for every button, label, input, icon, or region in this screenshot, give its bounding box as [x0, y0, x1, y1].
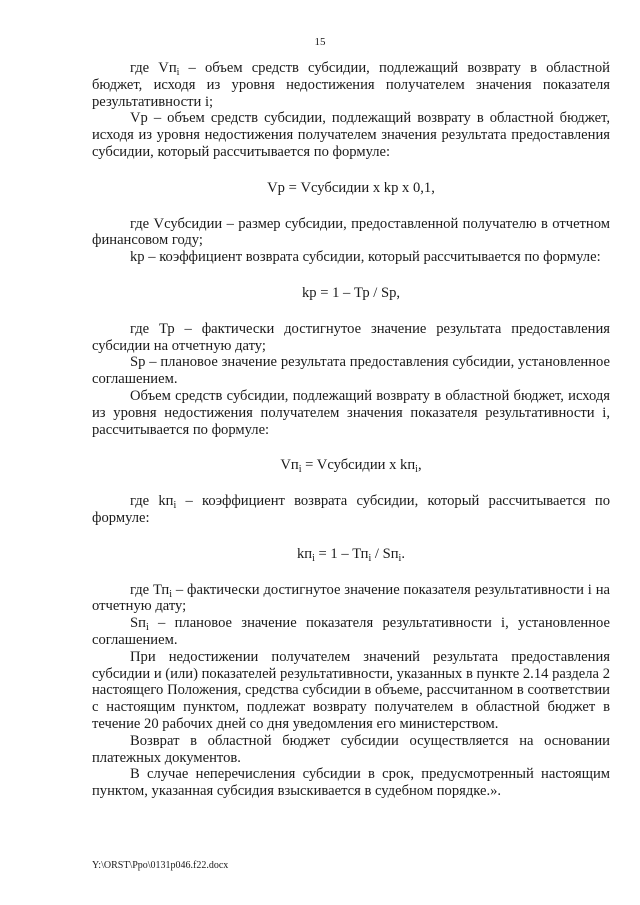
paragraph-kp-i-definition — [92, 493, 610, 527]
subscript: i — [145, 622, 149, 634]
paragraph-sr-definition: Sр – плановое значение результата предоставления субсидии, установленное соглашением. — [92, 354, 610, 388]
text: где Vп — [130, 60, 177, 76]
formula-kr: kр = 1 – Тр / Sр, — [301, 284, 401, 301]
subscript: i — [312, 552, 315, 564]
document-body — [92, 60, 610, 800]
text: = Vсубсидии x kп — [301, 457, 416, 474]
text: – объем средств субсидии, подлежащий возврату в областной бюджет, исходя из уровня недостижения получателем значения показателя результативности i; — [92, 60, 610, 110]
page-number: 15 — [314, 36, 326, 48]
text: kп — [297, 545, 313, 562]
subscript: i — [298, 464, 302, 476]
paragraph-sp-i-definition — [92, 615, 610, 649]
text: Sп — [130, 615, 146, 632]
text: где Тп — [130, 581, 170, 598]
subscript: i — [398, 552, 402, 564]
paragraph-vp-i-definition — [92, 60, 610, 110]
paragraph-tr-definition: где Тр – фактически достигнутое значение результата предоставления субсидии на отчетную дату; — [92, 320, 610, 354]
text: = 1 – Тп — [314, 545, 369, 562]
text: / Sп — [371, 545, 399, 562]
paragraph-vsubsidii-definition: где Vсубсидии – размер субсидии, предоставленной получателю в отчетном финансовом году; — [92, 215, 610, 249]
paragraph-return-basis: Возврат в областной бюджет субсидии осуществляется на основании платежных документов. — [92, 732, 610, 766]
paragraph-kr-definition: kр – коэффициент возврата субсидии, который рассчитывается по формуле: — [130, 249, 601, 266]
subscript: i — [176, 67, 180, 78]
file-path-footer: Y:\ORST\Ppo\0131p046.f22.docx — [92, 860, 229, 871]
subscript: i — [169, 588, 172, 600]
text: , — [417, 457, 422, 474]
text: – фактически достигнутое значение показателя результативности i на отчетную дату; — [92, 581, 610, 615]
formula-vr: Vр = Vсубсидии x kр x 0,1, — [267, 179, 435, 196]
subscript: i — [415, 464, 418, 476]
paragraph-tp-i-definition — [92, 582, 610, 616]
text: . — [401, 545, 405, 562]
paragraph-non-achievement: При недостижении получателем значений результата предоставления субсидии и (или) показателей результативности, указанных в пункте 2.14 раздела 2 настоящего Положения, средства субсидии в объеме, рассчитанном в соответствии с настоящим пунктом, подлежат возврату получателем в областной бюджет в течение 20 рабочих дней со дня уведомления его министерством. — [92, 648, 610, 732]
subscript: i — [173, 500, 177, 512]
subscript: i — [368, 552, 372, 564]
text: – коэффициент возврата субсидии, который рассчитывается по формуле: — [92, 493, 610, 526]
formula-vp-i — [92, 457, 610, 474]
text: где kп — [130, 493, 174, 510]
formula-kp-i — [92, 546, 610, 563]
paragraph-volume-intro: Объем средств субсидии, подлежащий возврату в областной бюджет, исходя из уровня недостижения получателем значения показателя результативности i, рассчитывается по формуле: — [92, 387, 610, 438]
paragraph-vr-definition: Vр – объем средств субсидии, подлежащий возврату в областной бюджет, исходя из уровня недостижения получателем значения результата предоставления субсидии, который рассчитывается по формуле: — [92, 110, 610, 160]
text: – плановое значение показателя результативности i, установленное соглашением. — [92, 615, 610, 648]
text: Vп — [280, 457, 299, 474]
paragraph-court-recovery: В случае неперечисления субсидии в срок, предусмотренный настоящим пунктом, указанная субсидия взыскивается в судебном порядке.». — [92, 766, 610, 800]
